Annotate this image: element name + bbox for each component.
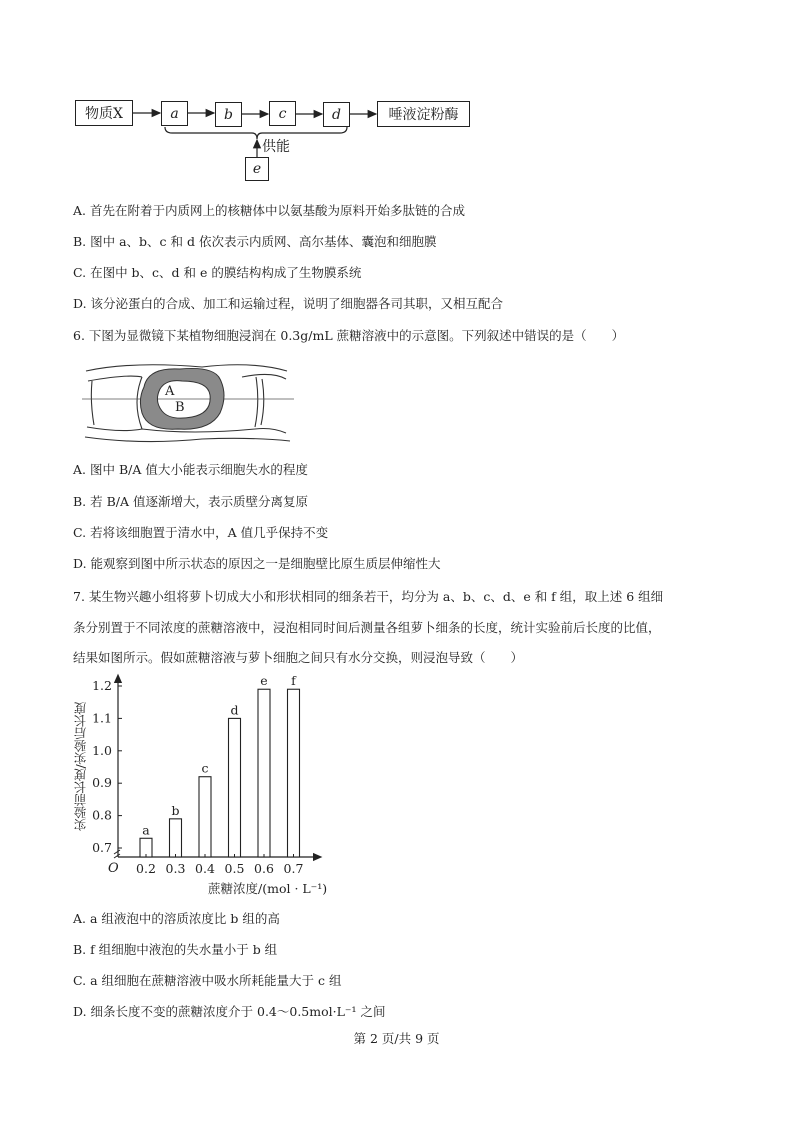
bar-chart	[70, 668, 340, 900]
q5-option-d: D. 该分泌蛋白的合成、加工和运输过程，说明了细胞器各司其职，又相互配合	[73, 296, 504, 311]
chart-y-tick-label: 1.0	[92, 742, 112, 758]
q6-option-c: C. 若将该细胞置于清水中，A 值几乎保持不变	[73, 525, 329, 540]
q7-option-c: C. a 组细胞在蔗糖溶液中吸水所耗能量大于 c 组	[73, 973, 342, 988]
flow-box-end: 唾液淀粉酶	[377, 101, 470, 127]
cell-label-a: A	[165, 384, 175, 399]
q7-option-a: A. a 组液泡中的溶质浓度比 b 组的高	[73, 911, 280, 926]
cell-diagram	[82, 357, 294, 443]
flow-arrows	[0, 0, 793, 200]
chart-bar	[288, 689, 300, 857]
chart-y-tick-label: 0.9	[92, 775, 112, 791]
flow-box-x: 物质X	[75, 100, 133, 126]
chart-origin-label: O	[108, 861, 119, 876]
q5-option-a: A. 首先在附着于内质网上的核糖体中以氨基酸为原料开始多肽链的合成	[73, 203, 465, 218]
chart-x-tick-label: 0.6	[254, 861, 274, 876]
page-footer: 第 2 页/共 9 页	[353, 1031, 440, 1046]
chart-bar	[170, 819, 182, 857]
chart-bar-label: e	[260, 673, 268, 689]
q7-stem-line-2: 条分别置于不同浓度的蔗糖溶液中，浸泡相同时间后测量各组萝卜细条的长度，统计实验前后长度的比值，	[73, 620, 661, 635]
chart-y-tick-label: 0.7	[92, 840, 112, 855]
q7-stem-line-1: 7. 某生物兴趣小组将萝卜切成大小和形状相同的细条若干，均分为 a、b、c、d、e 和 f 组，取上述 6 组细	[73, 589, 664, 604]
chart-bar	[199, 777, 211, 857]
chart-x-tick-label: 0.7	[283, 861, 304, 876]
flow-energy-label: 供能	[262, 139, 290, 155]
flow-label-c: c	[278, 105, 287, 122]
q6-stem: 6. 下图为显微镜下某植物细胞浸润在 0.3g/mL 蔗糖溶液中的示意图。下列叙述中错误的是（ ）	[73, 328, 625, 343]
chart-x-tick-label: 0.2	[136, 861, 156, 876]
q7-option-b: B. f 组细胞中液泡的失水量小于 b 组	[73, 942, 278, 957]
flow-label-d: d	[332, 106, 341, 123]
chart-bar-label: f	[291, 673, 296, 689]
q5-option-b: B. 图中 a、b、c 和 d 依次表示内质网、高尔基体、囊泡和细胞膜	[73, 234, 437, 249]
q6-option-d: D. 能观察到图中所示状态的原因之一是细胞壁比原生质层伸缩性大	[73, 556, 441, 571]
chart-x-tick-label: 0.4	[195, 861, 215, 876]
cell-drawing	[82, 357, 294, 443]
chart-bar-label: d	[230, 702, 239, 718]
chart-y-tick-label: 1.2	[92, 678, 112, 693]
q5-option-c: C. 在图中 b、c、d 和 e 的膜结构构成了生物膜系统	[73, 265, 362, 280]
chart-xlabel: 蔗糖浓度/(mol · L⁻¹)	[208, 881, 328, 896]
q6-option-b: B. 若 B/A 值逐渐增大，表示质壁分离复原	[73, 494, 309, 509]
chart-y-tick-label: 1.1	[92, 710, 112, 726]
flow-label-e: e	[252, 161, 262, 177]
flow-label-a: a	[170, 105, 179, 122]
chart-bar-label: b	[171, 802, 180, 818]
chart-y-tick-label: 0.8	[92, 807, 112, 823]
chart-bar-label: a	[142, 822, 150, 838]
q7-stem-line-3: 结果如图所示。假如蔗糖溶液与萝卜细胞之间只有水分交换，则浸泡导致（ ）	[73, 650, 524, 665]
chart-ylabel: 实验前长度/实验后长度	[73, 701, 88, 831]
q6-option-a: A. 图中 B/A 值大小能表示细胞失水的程度	[73, 462, 308, 477]
q7-option-d: D. 细条长度不变的蔗糖浓度介于 0.4～0.5mol·L⁻¹ 之间	[73, 1004, 386, 1019]
chart-x-tick-label: 0.3	[165, 861, 186, 876]
chart-x-tick-label: 0.5	[224, 861, 245, 876]
cell-label-b: B	[175, 400, 185, 415]
flow-label-b: b	[224, 106, 233, 123]
chart-bar-label: c	[201, 760, 209, 776]
chart-bar	[258, 689, 270, 857]
chart-bar	[229, 718, 241, 857]
